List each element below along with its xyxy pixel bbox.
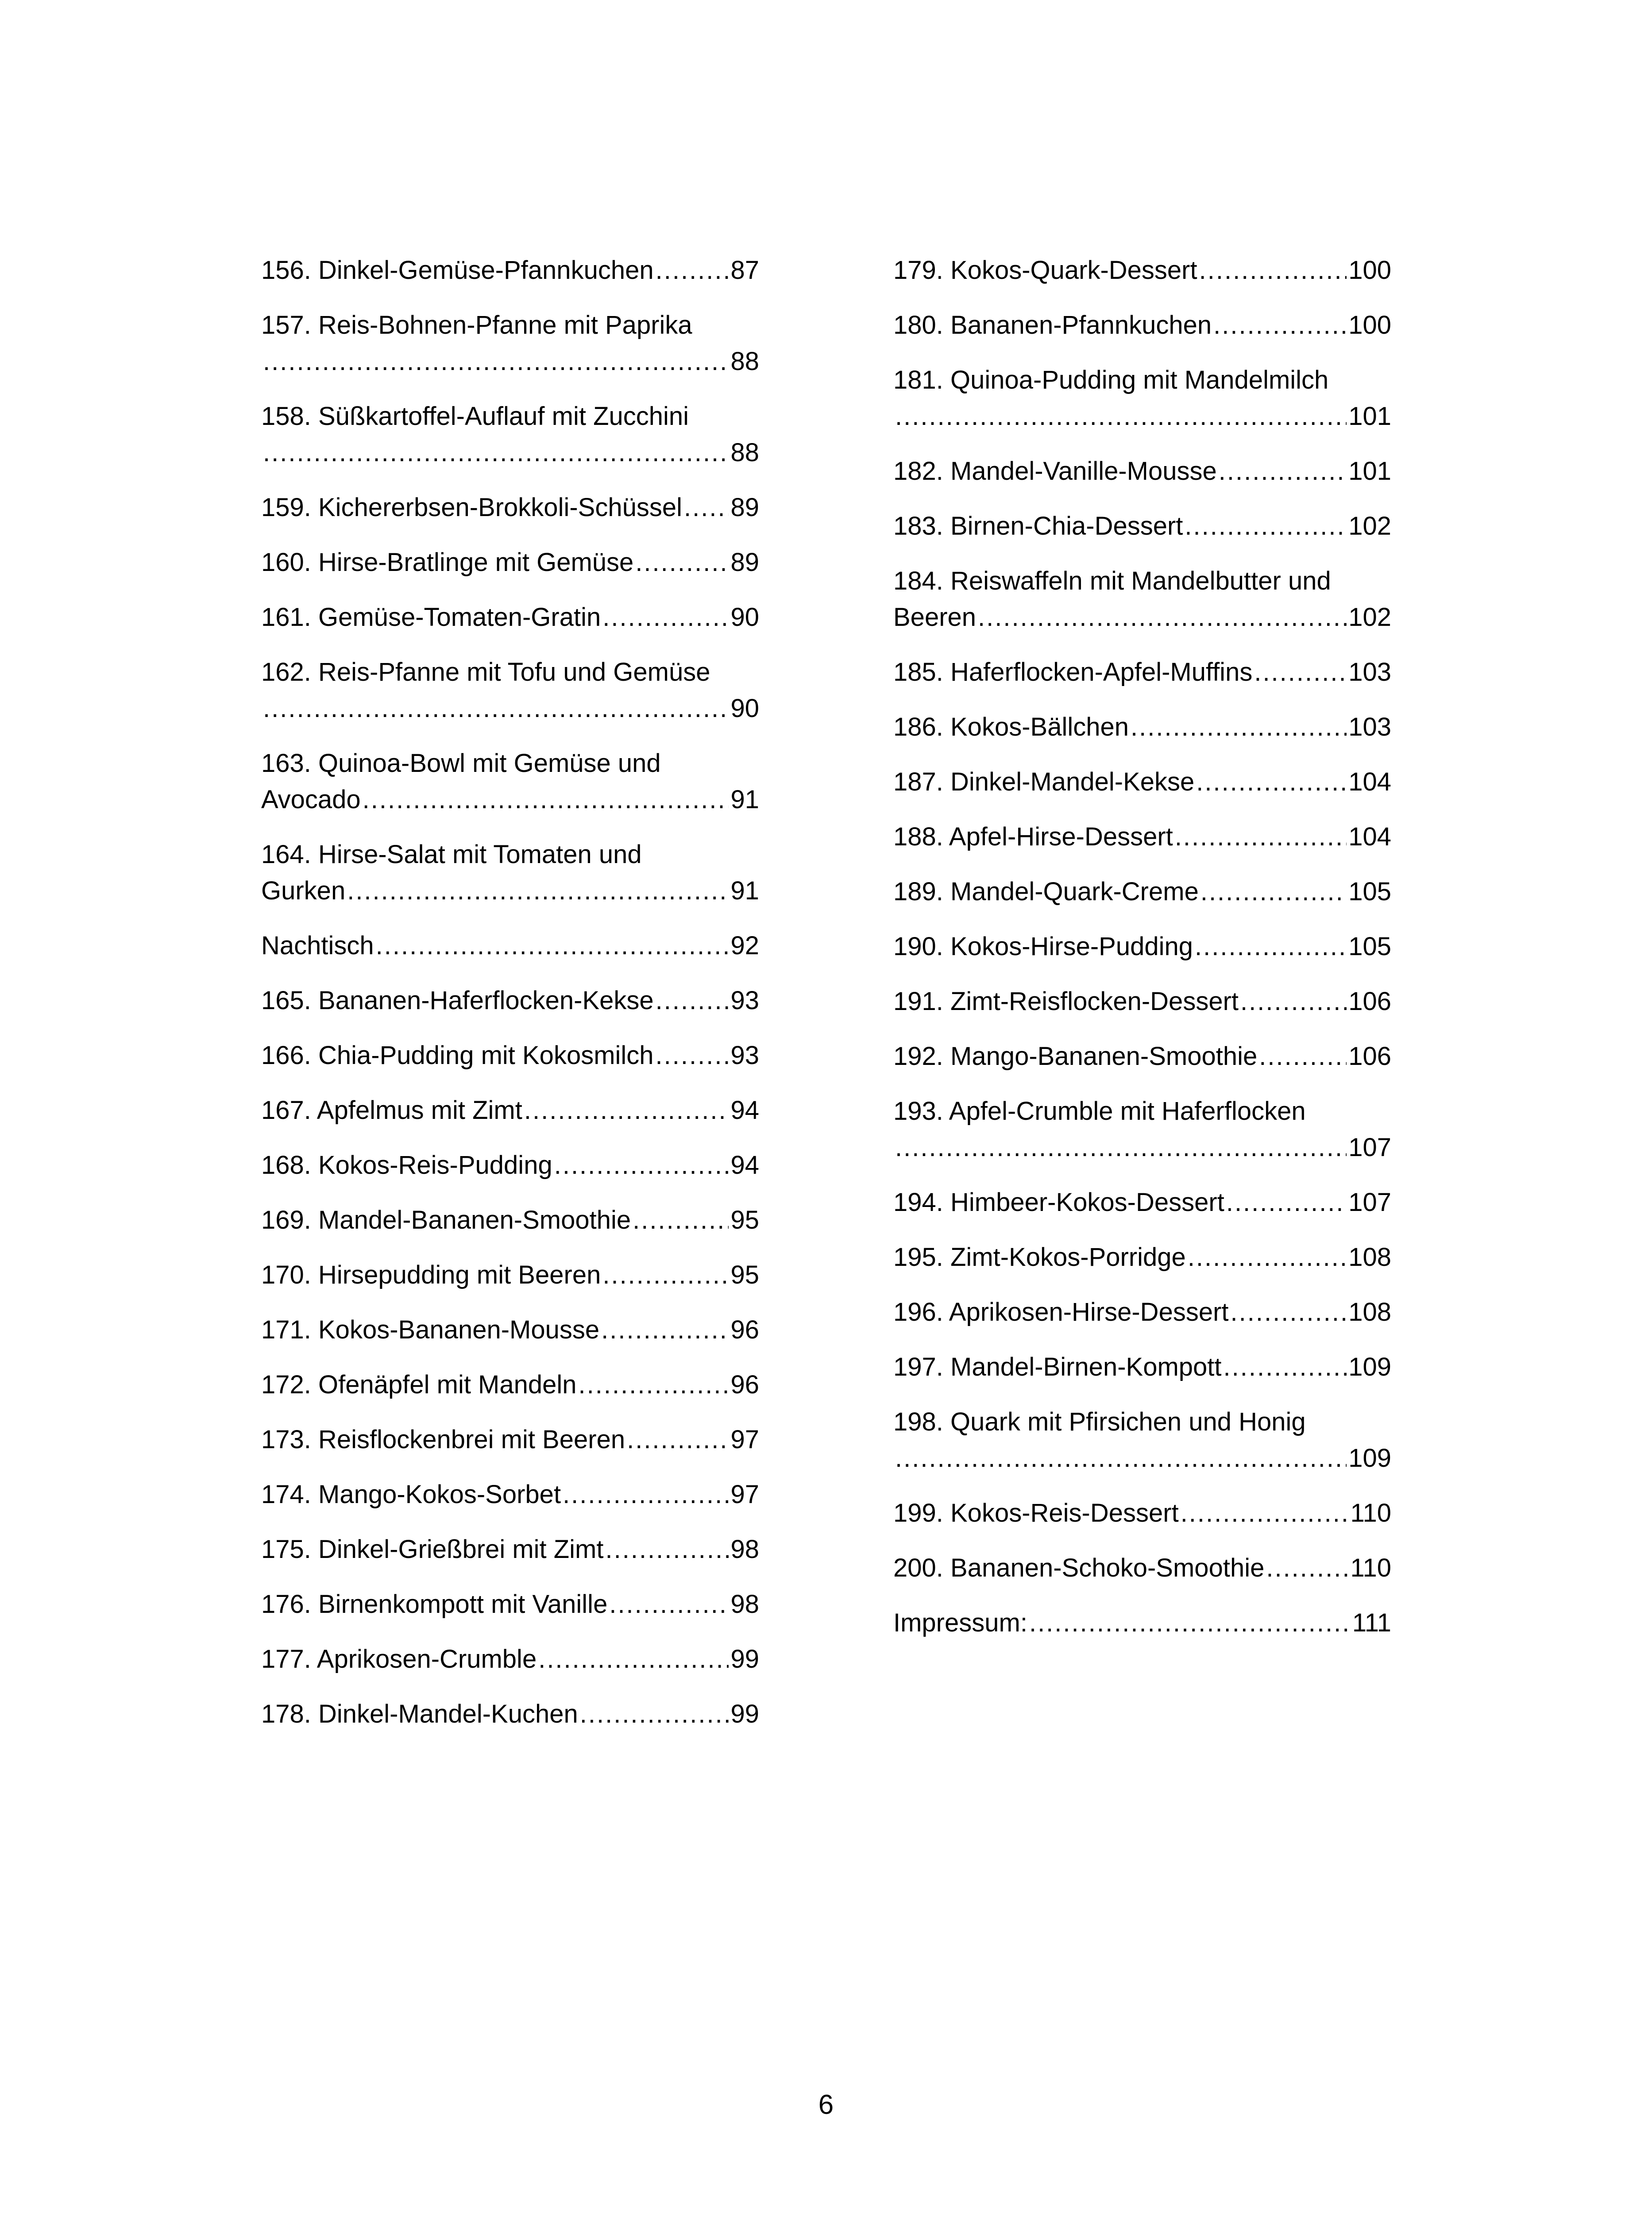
leader-dots xyxy=(563,1477,729,1513)
toc-entry-title: 158. Süßkartoffel-Auflauf mit Zucchini xyxy=(261,402,689,431)
leader-dots xyxy=(1185,508,1347,544)
toc-entry xyxy=(261,745,759,818)
toc-entry-page: 104 xyxy=(1348,767,1391,796)
toc-entry-title: Nachtisch xyxy=(261,931,374,960)
toc-entry-page: 106 xyxy=(1348,987,1391,1016)
toc-entry-line xyxy=(893,1038,1391,1075)
toc-entry-title: 198. Quark mit Pfirsichen und Honig xyxy=(893,1407,1306,1436)
toc-entry-title: 165. Bananen-Haferflocken-Kekse xyxy=(261,986,654,1015)
toc-entry-title: 174. Mango-Kokos-Sorbet xyxy=(261,1480,561,1509)
toc-entry-title: 195. Zimt-Kokos-Porridge xyxy=(893,1243,1186,1272)
toc-entry-title: 167. Apfelmus mit Zimt xyxy=(261,1096,522,1125)
leader-dots xyxy=(376,928,729,964)
toc-entry-page: 98 xyxy=(730,1535,759,1564)
toc-entry-page: 107 xyxy=(1348,1188,1391,1217)
toc-entry-title: 193. Apfel-Crumble mit Haferflocken xyxy=(893,1097,1306,1126)
toc-entry xyxy=(893,1294,1391,1330)
toc-entry-page: 104 xyxy=(1348,822,1391,851)
leader-dots xyxy=(347,873,729,909)
toc-entry xyxy=(261,599,759,636)
toc-entry-page: 98 xyxy=(730,1590,759,1619)
toc-entry-page: 108 xyxy=(1348,1243,1391,1272)
leader-dots xyxy=(602,599,729,636)
toc-entry-line xyxy=(261,690,759,727)
toc-entry-line xyxy=(261,928,759,964)
toc-entry-title: 170. Hirsepudding mit Beeren xyxy=(261,1261,601,1289)
toc-entry-title: 190. Kokos-Hirse-Pudding xyxy=(893,932,1193,961)
toc-entry-title: 169. Mandel-Bananen-Smoothie xyxy=(261,1206,631,1234)
toc-entry-line xyxy=(893,654,1391,690)
toc-entry-page: 92 xyxy=(730,931,759,960)
toc-entry-title: 180. Bananen-Pfannkuchen xyxy=(893,311,1212,339)
leader-dots xyxy=(601,1312,729,1348)
toc-entry-line xyxy=(261,252,759,289)
toc-entry-title: 177. Aprikosen-Crumble xyxy=(261,1645,537,1673)
toc-entry-page: 88 xyxy=(730,438,759,467)
toc-entry-line xyxy=(893,398,1391,435)
leader-dots xyxy=(1240,983,1347,1020)
toc-entry-page: 88 xyxy=(730,347,759,376)
leader-dots xyxy=(627,1422,729,1458)
toc-entry-line xyxy=(261,1477,759,1513)
toc-entry-line xyxy=(261,782,759,818)
toc-entry-page: 94 xyxy=(730,1096,759,1125)
toc-entry-page: 102 xyxy=(1348,603,1391,632)
toc-entry xyxy=(261,1202,759,1238)
leader-dots xyxy=(1029,1605,1351,1641)
toc-entry-title: 199. Kokos-Reis-Dessert xyxy=(893,1499,1179,1527)
toc-entry-title: 160. Hirse-Bratlinge mit Gemüse xyxy=(261,548,634,577)
toc-entry-page: 95 xyxy=(730,1261,759,1289)
toc-entry xyxy=(893,929,1391,965)
toc-entry-title: Impressum: xyxy=(893,1608,1027,1637)
toc-entry xyxy=(893,1495,1391,1531)
toc-entry-line xyxy=(893,1294,1391,1330)
toc-entry-line xyxy=(261,1586,759,1623)
leader-dots xyxy=(554,1147,729,1184)
toc-entry xyxy=(261,1477,759,1513)
leader-dots xyxy=(684,490,729,526)
leader-dots xyxy=(1213,307,1347,343)
toc-entry-line xyxy=(893,453,1391,490)
toc-entry xyxy=(261,1367,759,1403)
toc-entry-title: 157. Reis-Bohnen-Pfanne mit Paprika xyxy=(261,311,692,339)
toc-entry-line xyxy=(893,1495,1391,1531)
toc-entry-page: 103 xyxy=(1348,713,1391,741)
leader-dots xyxy=(656,983,729,1019)
toc-entry-line xyxy=(893,929,1391,965)
toc-entry-page: 99 xyxy=(730,1645,759,1673)
leader-dots xyxy=(1196,764,1347,800)
toc-entry-page: 95 xyxy=(730,1206,759,1234)
toc-entry xyxy=(893,874,1391,910)
toc-entry-line xyxy=(893,1239,1391,1276)
toc-entry-line xyxy=(261,544,759,581)
toc-entry-page: 110 xyxy=(1350,1554,1391,1582)
toc-entry-page: 103 xyxy=(1348,658,1391,686)
toc-entry-line xyxy=(261,1312,759,1348)
leader-dots xyxy=(1254,654,1347,690)
toc-entry-title-continuation: Avocado xyxy=(261,785,361,814)
toc-entry xyxy=(261,1312,759,1348)
toc-column-left xyxy=(261,252,759,1751)
leader-dots xyxy=(1199,252,1347,289)
toc-entry xyxy=(893,709,1391,745)
toc-entry xyxy=(261,1531,759,1568)
toc-entry xyxy=(261,1092,759,1129)
toc-entry-title: 156. Dinkel-Gemüse-Pfannkuchen xyxy=(261,256,654,285)
toc-entry-title: 196. Aprikosen-Hirse-Dessert xyxy=(893,1298,1229,1326)
leader-dots xyxy=(1175,819,1347,855)
toc-entry-line xyxy=(261,1202,759,1238)
toc-entry xyxy=(261,928,759,964)
toc-entry-page: 107 xyxy=(1348,1133,1391,1162)
toc-entry-title: 163. Quinoa-Bowl mit Gemüse und xyxy=(261,749,661,778)
toc-entry xyxy=(893,1038,1391,1075)
toc-entry-page: 105 xyxy=(1348,932,1391,961)
toc-entry-title-continuation: Gurken xyxy=(261,876,346,905)
toc-entry-line xyxy=(893,819,1391,855)
leader-dots xyxy=(656,252,729,289)
leader-dots xyxy=(1195,929,1347,965)
toc-entry-page: 101 xyxy=(1348,457,1391,486)
leader-dots xyxy=(602,1257,729,1293)
toc-entry xyxy=(261,252,759,289)
toc-entry-title: 183. Birnen-Chia-Dessert xyxy=(893,512,1183,540)
toc-entry-page: 97 xyxy=(730,1425,759,1454)
leader-dots xyxy=(1200,874,1347,910)
toc-entry xyxy=(261,1037,759,1074)
toc-entry-line xyxy=(893,1440,1391,1477)
toc-entry-title: 182. Mandel-Vanille-Mousse xyxy=(893,457,1217,486)
toc-entry-line xyxy=(261,1147,759,1184)
toc-entry-page: 96 xyxy=(730,1315,759,1344)
toc-entry-line xyxy=(261,1092,759,1129)
toc-entry-page: 97 xyxy=(730,1480,759,1509)
toc-entry-title: 179. Kokos-Quark-Dessert xyxy=(893,256,1197,285)
toc-entry-line xyxy=(261,599,759,636)
toc-entry xyxy=(893,307,1391,343)
toc-entry xyxy=(261,1641,759,1677)
leader-dots xyxy=(1219,453,1347,490)
leader-dots xyxy=(538,1641,729,1677)
toc-entry-line xyxy=(261,343,759,380)
toc-entry xyxy=(893,1239,1391,1276)
toc-entry-line xyxy=(261,435,759,471)
toc-entry-line xyxy=(261,1367,759,1403)
toc-entry-page: 111 xyxy=(1352,1608,1391,1637)
leader-dots xyxy=(580,1696,729,1732)
toc-entry-line xyxy=(893,1130,1391,1166)
toc-entry-page: 94 xyxy=(730,1151,759,1180)
toc-entry-line xyxy=(261,873,759,909)
toc-entry-title: 185. Haferflocken-Apfel-Muffins xyxy=(893,658,1253,686)
toc-entry-page: 89 xyxy=(730,493,759,522)
toc-entry xyxy=(261,983,759,1019)
toc-entry-title: 176. Birnenkompott mit Vanille xyxy=(261,1590,608,1619)
toc-entry xyxy=(893,654,1391,690)
toc-entry-page: 101 xyxy=(1348,402,1391,431)
toc-entry-title: 197. Mandel-Birnen-Kompott xyxy=(893,1353,1222,1381)
toc-entry-line xyxy=(893,983,1391,1020)
toc-entry-title: 178. Dinkel-Mandel-Kuchen xyxy=(261,1700,578,1728)
leader-dots xyxy=(1131,709,1347,745)
leader-dots xyxy=(1188,1239,1347,1276)
toc-entry-title: 173. Reisflockenbrei mit Beeren xyxy=(261,1425,625,1454)
toc-entry xyxy=(893,563,1391,636)
toc-entry-title: 164. Hirse-Salat mit Tomaten und xyxy=(261,840,642,869)
page-number: 6 xyxy=(818,2090,834,2120)
toc-entry-title: 186. Kokos-Bällchen xyxy=(893,713,1129,741)
toc-entry xyxy=(893,362,1391,435)
leader-dots xyxy=(1259,1038,1347,1075)
leader-dots xyxy=(635,544,729,581)
toc-entry-line xyxy=(893,1184,1391,1221)
toc-entry xyxy=(893,1404,1391,1477)
toc-entry-page: 109 xyxy=(1348,1353,1391,1381)
toc-entry-title: 191. Zimt-Reisflocken-Dessert xyxy=(893,987,1239,1016)
toc-entry-page: 108 xyxy=(1348,1298,1391,1326)
toc-entry-line xyxy=(893,874,1391,910)
toc-entry xyxy=(893,453,1391,490)
toc-entry xyxy=(261,837,759,909)
toc-entry-page: 91 xyxy=(730,785,759,814)
toc-entry-page: 100 xyxy=(1348,311,1391,339)
toc-entry xyxy=(261,1257,759,1293)
toc-entry-page: 100 xyxy=(1348,256,1391,285)
toc-entry-line xyxy=(261,1641,759,1677)
toc-entry xyxy=(893,508,1391,544)
toc-entry-title-continuation: Beeren xyxy=(893,603,977,632)
leader-dots xyxy=(1226,1184,1347,1221)
toc-entry-title: 200. Bananen-Schoko-Smoothie xyxy=(893,1554,1265,1582)
toc-entry-line xyxy=(261,1531,759,1568)
toc-entry-page: 106 xyxy=(1348,1042,1391,1071)
toc-entry xyxy=(261,544,759,581)
toc-entry-title: 159. Kichererbsen-Brokkoli-Schüssel xyxy=(261,493,682,522)
toc-entry-title: 171. Kokos-Bananen-Mousse xyxy=(261,1315,600,1344)
toc-entry-line xyxy=(261,1696,759,1732)
toc-entry-page: 93 xyxy=(730,1041,759,1070)
toc-entry-title: 194. Himbeer-Kokos-Dessert xyxy=(893,1188,1224,1217)
toc-entry xyxy=(893,983,1391,1020)
leader-dots xyxy=(1231,1294,1347,1330)
toc-entry-page: 102 xyxy=(1348,512,1391,540)
toc-entry xyxy=(261,398,759,471)
toc-entry-page: 105 xyxy=(1348,877,1391,906)
toc-entry-page: 89 xyxy=(730,548,759,577)
toc-entry-line xyxy=(893,307,1391,343)
leader-dots xyxy=(363,782,729,818)
leader-dots xyxy=(656,1037,729,1074)
leader-dots xyxy=(579,1367,729,1403)
leader-dots xyxy=(524,1092,729,1129)
toc-entry-line xyxy=(893,252,1391,289)
toc-entry-line xyxy=(261,983,759,1019)
toc-entry xyxy=(893,819,1391,855)
toc-entry-line xyxy=(261,490,759,526)
toc-entry-title: 188. Apfel-Hirse-Dessert xyxy=(893,822,1173,851)
toc-entry-title: 192. Mango-Bananen-Smoothie xyxy=(893,1042,1258,1071)
toc-entry-line xyxy=(893,1605,1391,1641)
toc-entry-line xyxy=(893,508,1391,544)
leader-dots xyxy=(633,1202,729,1238)
toc-entry-page: 91 xyxy=(730,876,759,905)
toc-entry-line xyxy=(893,599,1391,636)
leader-dots xyxy=(605,1531,729,1568)
toc-entry xyxy=(261,1586,759,1623)
toc-entry xyxy=(261,1422,759,1458)
toc-entry-page: 109 xyxy=(1348,1444,1391,1473)
toc-entry-page: 90 xyxy=(730,603,759,632)
toc-entry-title: 161. Gemüse-Tomaten-Gratin xyxy=(261,603,601,632)
toc-entry-page: 110 xyxy=(1350,1499,1391,1527)
toc-entry-title: 189. Mandel-Quark-Creme xyxy=(893,877,1199,906)
toc-entry-title: 184. Reiswaffeln mit Mandelbutter und xyxy=(893,567,1331,595)
leader-dots xyxy=(263,343,729,380)
toc-entry xyxy=(893,1349,1391,1385)
toc-entry-title: 168. Kokos-Reis-Pudding xyxy=(261,1151,552,1180)
toc-entry xyxy=(261,1696,759,1732)
toc-column-right xyxy=(893,252,1391,1660)
toc-entry-title: 162. Reis-Pfanne mit Tofu und Gemüse xyxy=(261,658,710,686)
leader-dots xyxy=(1224,1349,1347,1385)
toc-entry-page: 96 xyxy=(730,1370,759,1399)
toc-entry xyxy=(261,654,759,727)
toc-entry-line xyxy=(893,1550,1391,1586)
toc-entry-page: 99 xyxy=(730,1700,759,1728)
toc-entry xyxy=(893,1550,1391,1586)
toc-entry xyxy=(893,1093,1391,1166)
toc-entry-page: 87 xyxy=(730,256,759,285)
leader-dots xyxy=(263,690,729,727)
toc-entry-title: 187. Dinkel-Mandel-Kekse xyxy=(893,767,1195,796)
toc-entry xyxy=(261,490,759,526)
toc-entry-page: 93 xyxy=(730,986,759,1015)
toc-entry xyxy=(893,252,1391,289)
toc-entry-line xyxy=(261,1422,759,1458)
leader-dots xyxy=(263,435,729,471)
leader-dots xyxy=(978,599,1347,636)
toc-entry-title: 181. Quinoa-Pudding mit Mandelmilch xyxy=(893,366,1329,394)
toc-entry-page: 90 xyxy=(730,694,759,723)
toc-entry xyxy=(261,307,759,380)
leader-dots xyxy=(895,1130,1347,1166)
toc-entry xyxy=(261,1147,759,1184)
toc-entry-line xyxy=(261,1257,759,1293)
toc-entry-title: 172. Ofenäpfel mit Mandeln xyxy=(261,1370,577,1399)
toc-entry-line xyxy=(893,1349,1391,1385)
toc-entry-line xyxy=(893,709,1391,745)
toc-entry xyxy=(893,1184,1391,1221)
toc-entry-line xyxy=(261,1037,759,1074)
toc-entry-title: 166. Chia-Pudding mit Kokosmilch xyxy=(261,1041,654,1070)
leader-dots xyxy=(1266,1550,1348,1586)
toc-entry xyxy=(893,1605,1391,1641)
toc-entry-line xyxy=(893,764,1391,800)
leader-dots xyxy=(895,398,1347,435)
toc-entry xyxy=(893,764,1391,800)
leader-dots xyxy=(609,1586,729,1623)
leader-dots xyxy=(895,1440,1347,1477)
toc-entry-title: 175. Dinkel-Grießbrei mit Zimt xyxy=(261,1535,604,1564)
leader-dots xyxy=(1181,1495,1349,1531)
